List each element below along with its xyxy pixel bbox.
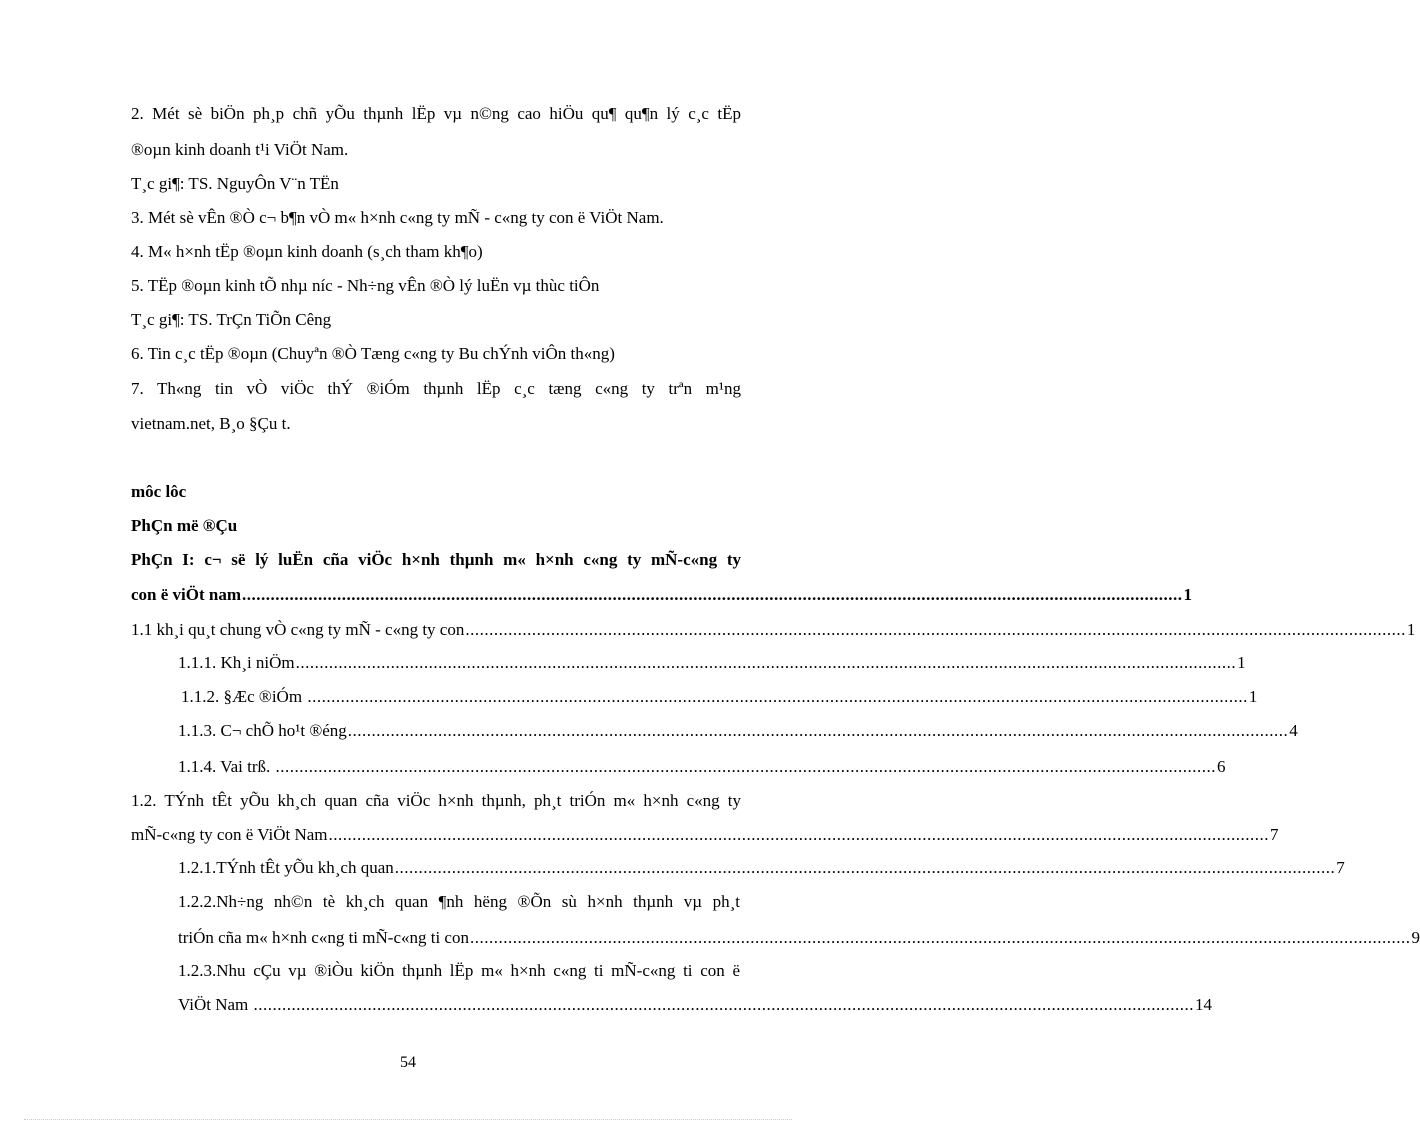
toc-entry-1-1-4[interactable] — [178, 757, 1226, 777]
dot-leader: ...................................................................................................................................................................................................... — [307, 687, 1248, 706]
toc-entry-1-2-3-line-1: 1.2.3.Nhu cÇu vµ ®iÒu kiÖn thµnh lËp m« h×nh c«ng ti mÑ-c«ng ti con ë — [178, 961, 740, 980]
toc-page-number: 1 — [1248, 687, 1258, 706]
reference-2-author: T¸c gi¶: TS. NguyÔn V¨n TËn — [131, 174, 339, 193]
reference-5: 5. TËp ®oµn kinh tÕ nhµ níc - Nh÷ng vÊn ®Ò lý luËn vµ thùc tiÔn — [131, 276, 600, 295]
toc-intro: PhÇn më ®Çu — [131, 516, 238, 535]
toc-entry-label: 1.1.2. §Æc ®iÓm — [181, 687, 307, 706]
toc-entry-1-1-2[interactable] — [181, 687, 1258, 707]
toc-entry-label: ViÖt Nam — [178, 995, 253, 1014]
toc-entry-1-1[interactable] — [131, 620, 1416, 640]
toc-entry-1-1-1[interactable] — [178, 653, 1246, 673]
page-number: 54 — [400, 1054, 416, 1071]
reference-3: 3. Mét sè vÊn ®Ò c¬ b¶n vÒ m« h×nh c«ng ty mÑ - c«ng ty con ë ViÖt Nam. — [131, 208, 664, 227]
reference-2-line-2: ®oµn kinh doanh t¹i ViÖt Nam. — [131, 140, 349, 159]
toc-page-number: 9 — [1411, 928, 1420, 947]
toc-entry-label: 1.2.1.TÝnh tÊt yÕu kh¸ch quan — [178, 858, 394, 877]
toc-entry-1-2-1[interactable] — [178, 858, 1345, 878]
toc-page-number: 14 — [1195, 995, 1213, 1014]
reference-7-line-1: 7. Th«ng tin vÒ viÖc thÝ ®iÓm thµnh lËp c¸c tæng c«ng ty trªn m¹ng — [131, 379, 741, 398]
toc-entry-label: 1.1.1. Kh¸i niÖm — [178, 653, 295, 672]
toc-entry-1-2-2-line-1: 1.2.2.Nh÷ng nh©n tè kh¸ch quan ¶nh hëng ®Õn sù h×nh thµnh vµ ph¸t — [178, 892, 740, 911]
toc-entry-1-2[interactable] — [131, 825, 1279, 845]
dot-leader: ...................................................................................................................................................................................................... — [469, 928, 1411, 947]
toc-entry-1-2-line-1: 1.2. TÝnh tÊt yÕu kh¸ch quan cña viÖc h×nh thµnh, ph¸t triÓn m« h×nh c«ng ty — [131, 791, 741, 810]
toc-page-number: 1 — [1406, 620, 1416, 639]
toc-entry-1-2-2[interactable] — [178, 928, 1420, 948]
reference-4: 4. M« h×nh tËp ®oµn kinh doanh (s¸ch tham kh¶o) — [131, 242, 483, 261]
toc-part-1-entry[interactable] — [131, 585, 1193, 605]
dot-leader: ...................................................................................................................................................................................................... — [347, 721, 1289, 740]
dot-leader: ...................................................................................................................................................................................................... — [242, 585, 1183, 604]
toc-page-number: 7 — [1336, 858, 1345, 877]
toc-entry-label: mÑ-c«ng ty con ë ViÖt Nam — [131, 825, 328, 844]
dot-leader: ...................................................................................................................................................................................................... — [328, 825, 1269, 844]
dot-leader: ...................................................................................................................................................................................................... — [275, 757, 1216, 776]
toc-page-number: 7 — [1270, 825, 1279, 844]
toc-page-number: 1 — [1237, 653, 1246, 672]
toc-entry-label: 1.1.4. Vai trß. — [178, 757, 275, 776]
toc-entry-label: con ë viÖt nam — [131, 585, 242, 604]
dot-leader: ...................................................................................................................................................................................................... — [465, 620, 1406, 639]
toc-page-number: 6 — [1217, 757, 1226, 776]
dot-leader: ...................................................................................................................................................................................................... — [253, 995, 1195, 1014]
toc-entry-label: 1.1.3. C¬ chÕ ho¹t ®éng — [178, 721, 347, 740]
toc-page-number: 4 — [1289, 721, 1298, 740]
dot-leader: ...................................................................................................................................................................................................... — [394, 858, 1336, 877]
reference-2-line-1: 2. Mét sè biÖn ph¸p chñ yÕu thµnh lËp vµ n©ng cao hiÖu qu¶ qu¶n lý c¸c tËp — [131, 104, 741, 123]
page-bottom-divider — [24, 1119, 792, 1120]
toc-heading: môc lôc — [131, 482, 187, 501]
toc-entry-label: triÓn cña m« h×nh c«ng ti mÑ-c«ng ti con — [178, 928, 469, 947]
reference-5-author: T¸c gi¶: TS. TrÇn TiÕn Cêng — [131, 310, 332, 329]
dot-leader: ...................................................................................................................................................................................................... — [295, 653, 1237, 672]
reference-7-line-2: vietnam.net, B¸o §Çu t. — [131, 414, 291, 433]
reference-6: 6. Tin c¸c tËp ®oµn (Chuyªn ®Ò Tæng c«ng ty Bu chÝnh viÔn th«ng) — [131, 344, 615, 363]
toc-page-number: 1 — [1183, 585, 1193, 604]
toc-entry-1-2-3[interactable] — [178, 995, 1213, 1015]
toc-part-1-line-1: PhÇn I: c¬ së lý luËn cña viÖc h×nh thµnh m« h×nh c«ng ty mÑ-c«ng ty — [131, 550, 741, 569]
toc-entry-1-1-3[interactable] — [178, 721, 1298, 741]
toc-entry-label: 1.1 kh¸i qu¸t chung vÒ c«ng ty mÑ - c«ng ty con — [131, 620, 465, 639]
